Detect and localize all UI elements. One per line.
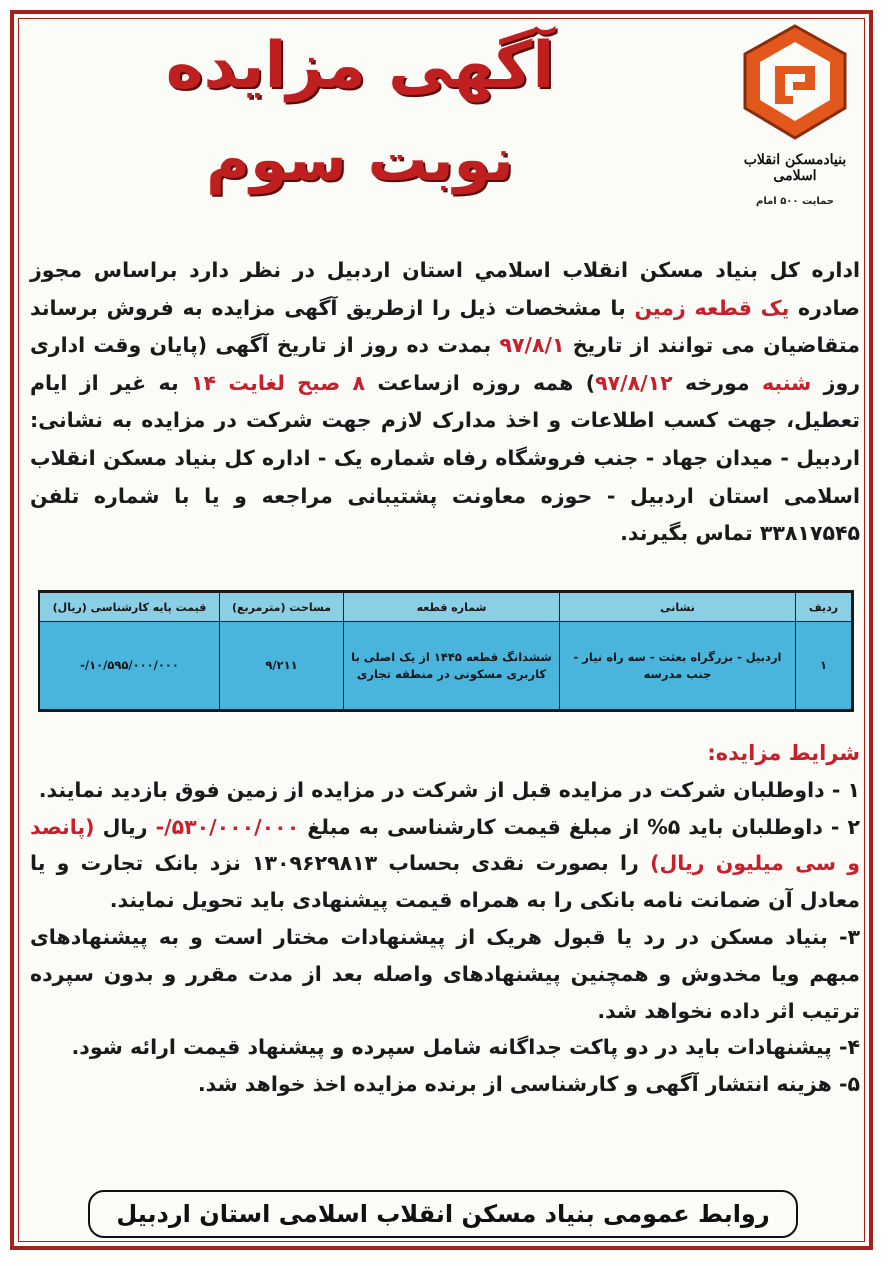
ad-subtitle: نوبت سوم (206, 125, 514, 195)
cell-base-price: ۱۰/۵۹۵/۰۰۰/۰۰۰/- (40, 622, 220, 710)
deposit-amount-words: (پانصد و سی میلیون ریال) (30, 814, 860, 876)
auction-conditions (30, 735, 860, 1103)
end-day: شنبه (761, 370, 812, 395)
condition-4: ۴- پیشنهادات باید در دو پاکت جداگانه شامل سپرده و پیشنهاد قیمت ارائه شود. (71, 1035, 860, 1060)
intro-text-2: با مشخصات ذیل را ازطریق آگهی مزایده به فروش برساند متقاضیان می توانند از تاریخ (30, 295, 860, 358)
logo-name: بنیادمسکن انقلاب اسلامی (743, 152, 847, 184)
ad-title: آگهی مزایده (165, 29, 555, 103)
condition-2-text-a: ۲ - داوطلبان باید ۵% از مبلغ قیمت کارشناسی به مبلغ (299, 814, 860, 839)
item-highlight: یک قطعه زمین (634, 295, 790, 320)
end-date: ۹۷/۸/۱۲ (595, 370, 673, 395)
start-date: ۹۷/۸/۱ (499, 333, 565, 358)
intro-text-4: مورخه (672, 370, 762, 395)
intro-text-1: اداره کل بنیاد مسکن انقلاب اسلامي استان اردبيل در نظر دارد براساس مجوز صادره (30, 258, 860, 320)
table-row (40, 622, 852, 710)
cell-address: اردبیل - بزرگراه بعثت - سه راه نیار - جنب مدرسه (560, 622, 796, 710)
office-hours: ۸ صبح لغایت ۱۴ (191, 370, 366, 395)
condition-2-text-b: ریال (94, 814, 156, 839)
table-header-row (40, 593, 852, 622)
logo-emblem-icon (735, 20, 855, 155)
deposit-amount: ۵۳۰/۰۰۰/۰۰۰/- (155, 814, 300, 839)
cell-row-number: ۱ (796, 622, 852, 710)
cell-lot-number: ششدانگ قطعه ۱۴۴۵ از یک اصلی با کاربری مسکونی در منطقه تجاری (344, 622, 560, 710)
condition-2 (30, 809, 860, 919)
header-base-price: قیمت پایه کارشناسی (ریال) (40, 593, 220, 622)
logo-subtitle: حمایت ۵۰۰ امام (756, 196, 834, 207)
header-row-number: ردیف (796, 593, 852, 622)
intro-text-3: بمدت ده روز از تاریخ آگهی (پایان وقت اداری روز (30, 333, 861, 395)
header-area: مساحت (مترمربع) (220, 593, 344, 622)
cell-area: ۹/۲۱۱ (220, 622, 344, 710)
public-relations-footer: روابط عمومی بنیاد مسکن انقلاب اسلامی استان اردبیل (88, 1190, 798, 1238)
condition-5: ۵- هزینه انتشار آگهی و کارشناسی از برنده مزایده اخذ خواهد شد. (197, 1072, 860, 1097)
property-table (38, 590, 854, 712)
intro-text-5: ) همه روزه ازساعت (365, 370, 596, 395)
condition-3: ۳- بنیاد مسکن در رد یا قبول هریک از پیشنهادات مختار است و به پیشنهادهای مبهم ویا مخدوش و همچنین پیشنهادهای واصله بعد از مدت مقرر و بدون سپرده ترتیب اثر داده نخواهد شد. (30, 924, 860, 1023)
conditions-title: شرایط مزایده: (707, 741, 860, 765)
bonyad-maskan-logo (735, 20, 855, 220)
intro-text-6: به غیر از ایام تعطیل، جهت کسب اطلاعات و اخذ مدارک لازم جهت شرکت در مزایده به نشانی: اردبیل - میدان جهاد - جنب فروشگاه رفاه شماره یک - اداره کل بنیاد مسکن انقلاب اسلامی استان اردبیل - حوزه معاونت پشتیبانی مراجعه و یا با شماره تلفن ۳۳۸۱۷۵۴۵ تماس بگیرند. (30, 370, 860, 546)
header-lot-number: شماره قطعه (344, 593, 560, 622)
header-address: نشانی (560, 593, 796, 622)
intro-paragraph (30, 252, 860, 553)
condition-1: ۱ - داوطلبان شرکت در مزایده قبل از شرکت در مزایده از زمین فوق بازدید نمایند. (38, 777, 860, 802)
condition-2-text-c: را بصورت نقدی بحساب ۱۳۰۹۶۲۹۸۱۳ نزد بانک تجارت و یا معادل آن ضمانت نامه بانکی را به همراه قیمت پیشنهادی باید تحویل نمایند. (30, 851, 860, 913)
